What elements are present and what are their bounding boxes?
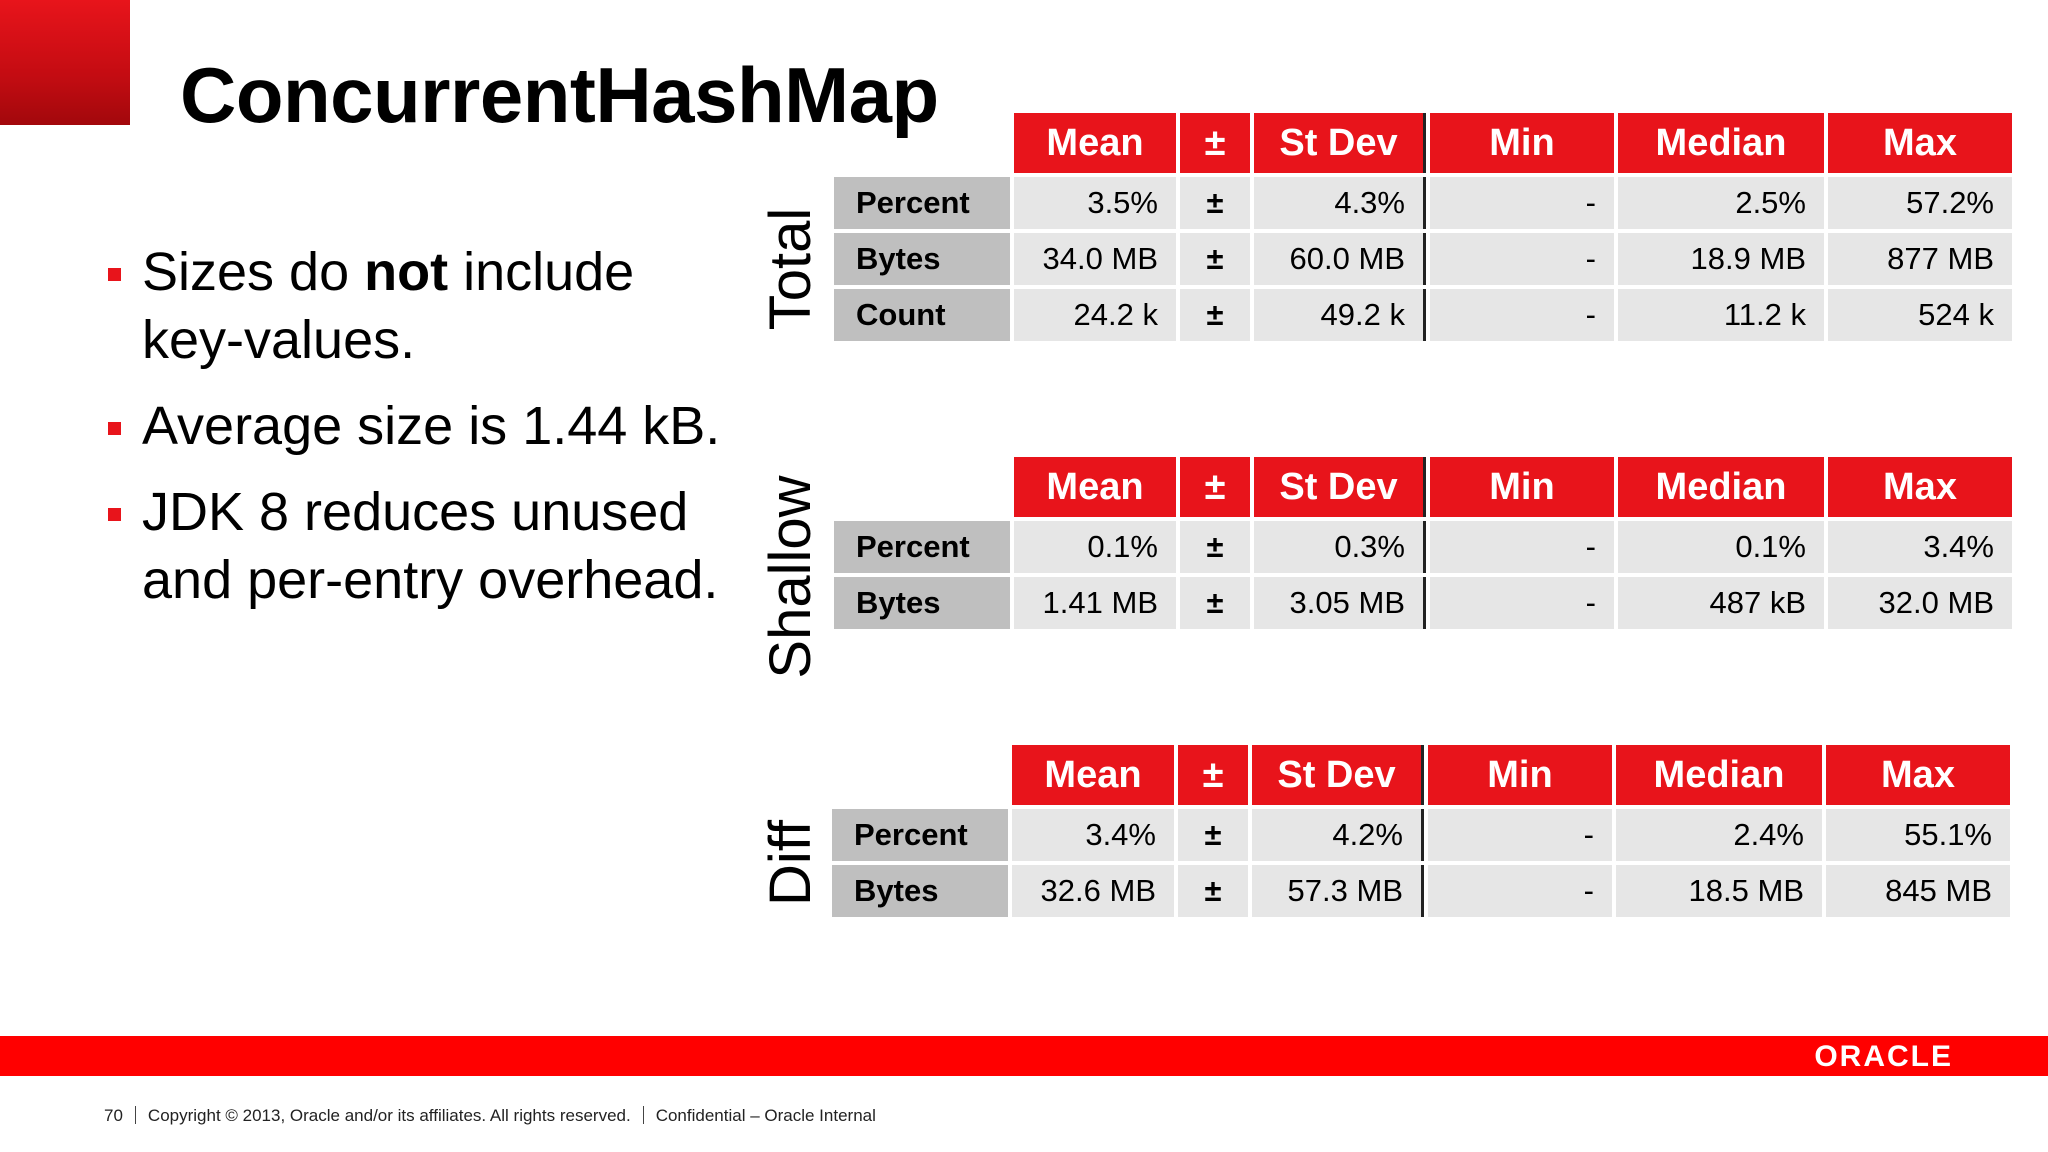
row-label: Bytes [834, 233, 1010, 285]
cell-median: 18.5 MB [1616, 865, 1822, 917]
column-header-median: Median [1616, 745, 1822, 805]
cell-min: - [1430, 177, 1614, 229]
bullet-text: Sizes do [142, 242, 365, 302]
cell-stdev: 3.05 MB [1254, 577, 1426, 629]
column-header-min: Min [1430, 457, 1614, 517]
bullet-text: include key-values. [142, 242, 635, 370]
column-header-plusminus: ± [1180, 457, 1250, 517]
footer-divider [135, 1106, 136, 1124]
column-header-max: Max [1828, 113, 2012, 173]
cell-stdev: 0.3% [1254, 521, 1426, 573]
footer-bar [0, 1036, 2048, 1076]
confidential-text: Confidential – Oracle Internal [655, 1106, 876, 1125]
bullet-text: Average size is 1.44 kB. [142, 396, 721, 456]
cell-max: 524 k [1828, 289, 2012, 341]
bullet-emphasis: not [364, 242, 449, 302]
cell-min: - [1430, 577, 1614, 629]
column-header-stdev: St Dev [1254, 113, 1426, 173]
table-row [832, 809, 2010, 861]
table-header-row [832, 745, 2010, 805]
cell-median: 2.4% [1616, 809, 1822, 861]
column-header-plusminus: ± [1178, 745, 1248, 805]
cell-stdev: 4.3% [1254, 177, 1426, 229]
cell-median: 2.5% [1618, 177, 1824, 229]
bullet-item [108, 478, 748, 614]
cell-plusminus: ± [1180, 177, 1250, 229]
page-number: 70 [104, 1106, 123, 1125]
table-row [834, 233, 2012, 285]
section-label-diff: Diff [758, 820, 823, 906]
table-row [834, 289, 2012, 341]
cell-max: 877 MB [1828, 233, 2012, 285]
cell-max: 3.4% [1828, 521, 2012, 573]
table-row [834, 521, 2012, 573]
stats-table-total [830, 109, 2016, 345]
cell-min: - [1430, 521, 1614, 573]
column-header-stdev: St Dev [1254, 457, 1426, 517]
bullet-square-icon [108, 268, 121, 281]
bullet-square-icon [108, 508, 121, 521]
column-header-min: Min [1428, 745, 1612, 805]
cell-min: - [1428, 865, 1612, 917]
cell-median: 18.9 MB [1618, 233, 1824, 285]
cell-mean: 1.41 MB [1014, 577, 1176, 629]
cell-plusminus: ± [1178, 809, 1248, 861]
table-row [834, 177, 2012, 229]
footer [104, 1106, 876, 1126]
copyright-text: Copyright © 2013, Oracle and/or its affiliates. All rights reserved. [147, 1106, 631, 1125]
row-label: Bytes [834, 577, 1010, 629]
row-label: Percent [834, 521, 1010, 573]
cell-plusminus: ± [1180, 577, 1250, 629]
stats-table-shallow [830, 453, 2016, 633]
column-header-stdev: St Dev [1252, 745, 1424, 805]
stats-table-diff [828, 741, 2014, 921]
column-header-max: Max [1826, 745, 2010, 805]
bullet-item [108, 238, 748, 374]
corner-accent [0, 0, 130, 125]
header-blank [834, 457, 1010, 517]
cell-max: 32.0 MB [1828, 577, 2012, 629]
column-header-median: Median [1618, 113, 1824, 173]
column-header-mean: Mean [1014, 457, 1176, 517]
cell-stdev: 49.2 k [1254, 289, 1426, 341]
bullet-item [108, 392, 748, 460]
cell-mean: 3.5% [1014, 177, 1176, 229]
cell-mean: 24.2 k [1014, 289, 1176, 341]
cell-plusminus: ± [1180, 521, 1250, 573]
cell-max: 55.1% [1826, 809, 2010, 861]
cell-median: 0.1% [1618, 521, 1824, 573]
bullet-square-icon [108, 422, 121, 435]
cell-min: - [1430, 233, 1614, 285]
cell-min: - [1428, 809, 1612, 861]
row-label: Count [834, 289, 1010, 341]
cell-stdev: 4.2% [1252, 809, 1424, 861]
bullet-text: JDK 8 reduces unused and per-entry overhead. [142, 482, 719, 610]
column-header-plusminus: ± [1180, 113, 1250, 173]
cell-max: 57.2% [1828, 177, 2012, 229]
cell-mean: 0.1% [1014, 521, 1176, 573]
column-header-mean: Mean [1014, 113, 1176, 173]
table-row [834, 577, 2012, 629]
cell-stdev: 60.0 MB [1254, 233, 1426, 285]
cell-median: 487 kB [1618, 577, 1824, 629]
row-label: Percent [832, 809, 1008, 861]
cell-max: 845 MB [1826, 865, 2010, 917]
table-row [832, 865, 2010, 917]
column-header-mean: Mean [1012, 745, 1174, 805]
row-label: Bytes [832, 865, 1008, 917]
column-header-min: Min [1430, 113, 1614, 173]
footer-divider [643, 1106, 644, 1124]
slide-title: ConcurrentHashMap [180, 51, 939, 139]
header-blank [832, 745, 1008, 805]
bullet-list [108, 238, 748, 632]
column-header-max: Max [1828, 457, 2012, 517]
section-label-total: Total [758, 207, 823, 331]
table-header-row [834, 113, 2012, 173]
oracle-logo: ORACLE [1814, 1040, 1953, 1073]
cell-min: - [1430, 289, 1614, 341]
cell-plusminus: ± [1180, 289, 1250, 341]
table-header-row [834, 457, 2012, 517]
section-label-shallow: Shallow [758, 475, 823, 679]
cell-stdev: 57.3 MB [1252, 865, 1424, 917]
cell-plusminus: ± [1178, 865, 1248, 917]
header-blank [834, 113, 1010, 173]
column-header-median: Median [1618, 457, 1824, 517]
row-label: Percent [834, 177, 1010, 229]
cell-plusminus: ± [1180, 233, 1250, 285]
cell-median: 11.2 k [1618, 289, 1824, 341]
cell-mean: 32.6 MB [1012, 865, 1174, 917]
cell-mean: 34.0 MB [1014, 233, 1176, 285]
cell-mean: 3.4% [1012, 809, 1174, 861]
